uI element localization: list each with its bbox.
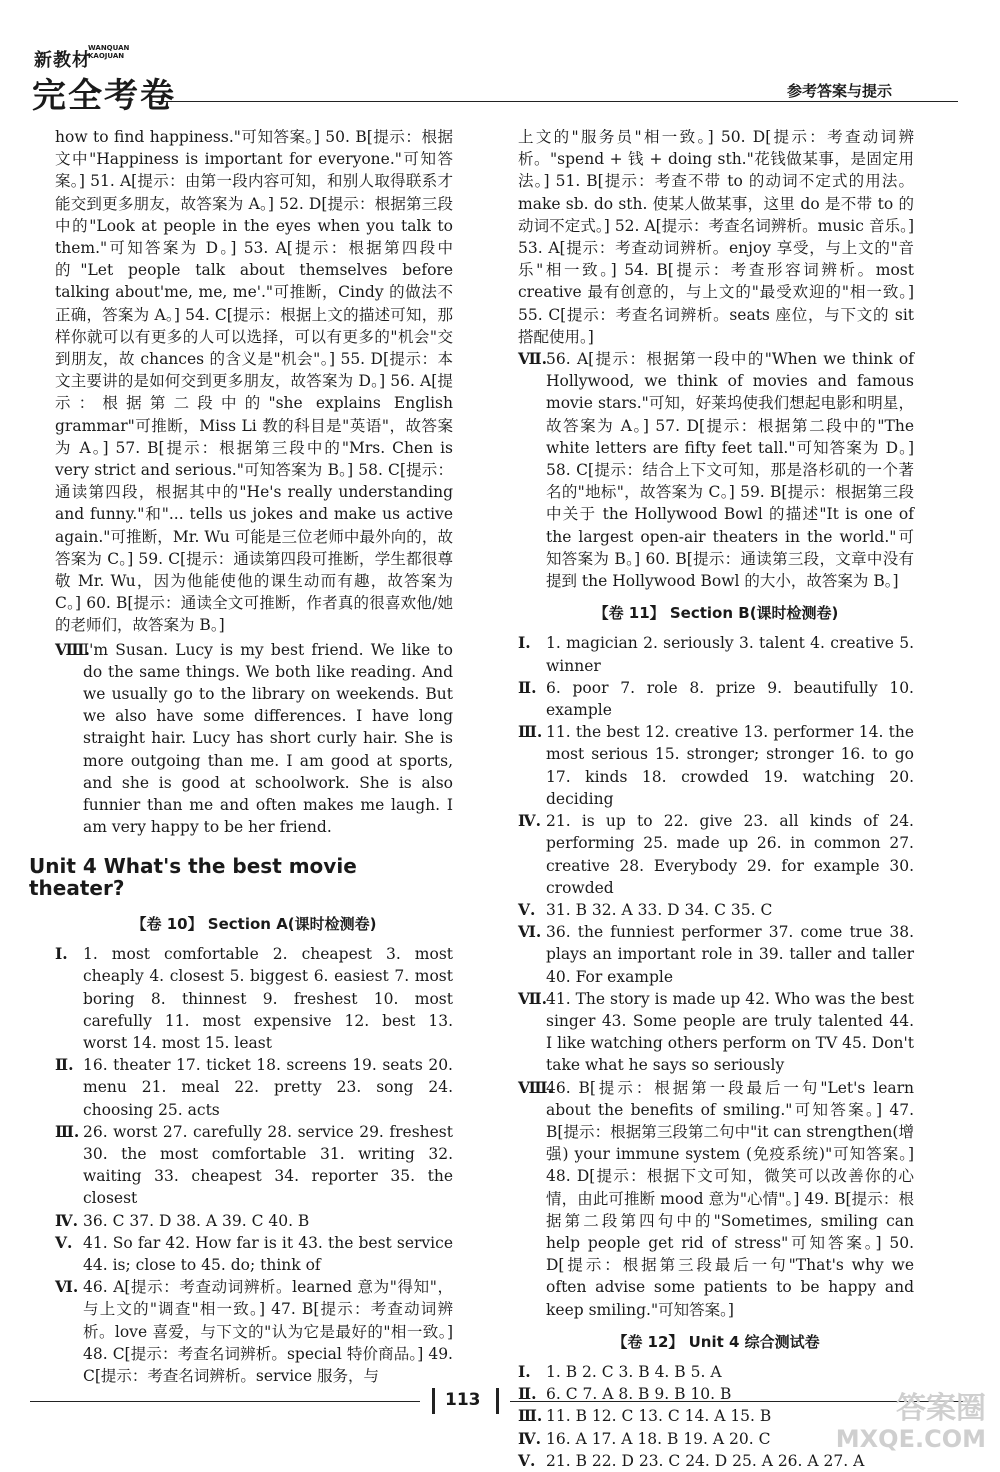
watermark-title: 答案圈	[896, 1391, 986, 1426]
roman-numeral: Ⅴ.	[518, 1450, 536, 1470]
roman-numeral: Ⅶ.	[518, 988, 548, 1008]
roman-numeral: Ⅵ.	[55, 1277, 79, 1297]
answer-paragraph: how to find happiness."可知答案。] 50. B[提示：根据文中"Happiness is important for everyone."可知答案。] 51. A[提示：由第一段内容可知，和别人取得联系才能交到更多朋友，故答案为 A。] 52. D[提示：根据第三段中的"Look at people in the eyes when you talk to them."可知答案为 D。] 53. A[提示：根据第四段中的"Let people talk about themselves before talking about'me, me, me'."可推断，Cindy 的做法不正确，答案为 A。] 54. C[提示：根据上文的描述可知，那样你就可以有更多的人可以选择，可以有更多的"机会"交到朋友，故 chances 的含义是"机会"。] 55. D[提示：本文主要讲的是如何交到更多朋友，故答案为 D。] 56. A[提示：根据第二段中的"she explains English grammar"可推断，Miss Li 教的科目是"英语"，故答案为 A。] 57. B[提示：根据第三段中的"Mrs. Chen is very strict and serious."可知答案为 B。] 58. C[提示：通读第四段，根据其中的"He's really understanding and funny."和"... tells us jokes and make us active again."可推断，Mr. Wu 可能是三位老师中最外向的，故答案为 C。] 59. C[提示：通读第四段可推断，学生都很尊敬 Mr. Wu，因为他能使他的课生动而有趣，故答案为 C。] 60. B[提示：通读全文可推断，作者真的很喜欢他/她的老师们，故答案为 B。]	[55, 128, 453, 635]
right-column	[518, 126, 914, 1472]
section-text: 56. A[提示：根据第一段中的"When we think of Hollywood, we think of movies and famous movie stars."可知，好莱坞使我们想起电影和明星，故答案为 A。] 57. D[提示：根据第二段中的"The white letters are fifty feet tall."可知答案为 D。] 58. C[提示：结合上下文可知，那是洛杉矶的一个著名的"地标"，故答案为 C。] 59. B[提示：根据第三段中关于 the Hollywood Bowl 的描述"It is one of the largest open-air theaters in the world."可知答案为 B。] 60. B[提示：通读第三段，文章中没有提到 the Hollywood Bowl 的大小，故答案为 B。]	[546, 350, 914, 591]
page-number-bar-left	[432, 1388, 435, 1414]
roman-numeral: Ⅲ.	[518, 722, 543, 742]
roman-numeral: Ⅳ.	[518, 811, 541, 831]
test-title-10: 【卷 10】 Section A(课时检测卷)	[131, 914, 377, 933]
section-text: I'm Susan. Lucy is my best friend. We like to do the same things. We both like reading. And we usually go to the library on weekends. But we also have some differences. I have long straight hair. Lucy has short curly hair. She is more outgoing than me. I am good at sports, and she is good at schoolwork. She is also funnier than me and often makes me laugh. I am very happy to be her friend.	[83, 640, 453, 837]
section-text: 16. A 17. A 18. B 19. A 20. C	[546, 1429, 771, 1448]
section-iv	[518, 810, 914, 899]
roman-numeral: Ⅰ.	[518, 1361, 531, 1381]
brand-top-label: 新教材	[34, 50, 91, 71]
section-text: 1. magician 2. seriously 3. talent 4. creative 5. winner	[546, 634, 914, 675]
section-v	[55, 1232, 453, 1276]
section-text: 46. B[提示：根据第一段最后一句"Let's learn about the benefits of smiling."可知答案。] 47. B[提示：根据第三段第二句中"it can strengthen(增强) your immune system (免疫系统)"可知答案。] 48. D[提示：根据下文可知，微笑可以改善你的心情，由此可推断 mood 意为"心情"。] 49. B[提示：根据第二段第四句中的"Sometimes, smiling can help people get rid of stress"可知答案。] 50. D[提示：根据第三段最后一句"That's why we often advise some patients to be happy and keep smiling."可知答案。]	[546, 1078, 914, 1319]
left-column	[29, 126, 453, 1387]
roman-numeral: Ⅱ.	[518, 1384, 537, 1404]
section-text: 36. C 37. D 38. A 39. C 40. B	[83, 1211, 310, 1230]
roman-numeral: Ⅷ.	[55, 639, 90, 659]
footer-divider-left	[30, 1401, 420, 1402]
section-vi	[55, 1276, 453, 1387]
section-text: 16. theater 17. ticket 18. screens 19. seats 20. menu 21. meal 22. pretty 23. song 24. choosing 25. acts	[83, 1056, 453, 1119]
section-text: 11. B 12. C 13. C 14. A 15. B	[546, 1407, 772, 1426]
page-number-bar-right	[496, 1388, 499, 1414]
section-viii	[55, 639, 453, 839]
brand-logo: 完全考卷	[32, 76, 176, 116]
unit-title: Unit 4 What's the best movie theater?	[29, 853, 357, 900]
section-vii	[518, 348, 914, 592]
section-i	[55, 943, 453, 1054]
watermark-url: MXQE.COM	[835, 1425, 986, 1453]
roman-numeral: Ⅴ.	[55, 1232, 73, 1252]
page-number: 113	[445, 1390, 481, 1410]
section-iii	[55, 1121, 453, 1210]
section-iv	[55, 1210, 453, 1232]
roman-numeral: Ⅱ.	[55, 1055, 74, 1075]
roman-numeral: Ⅰ.	[518, 633, 531, 653]
section-ii	[518, 677, 914, 721]
section-iii	[518, 721, 914, 810]
section-text: 31. B 32. A 33. D 34. C 35. C	[546, 900, 773, 919]
section-text: 21. B 22. D 23. C 24. D 25. A 26. A 27. A	[546, 1451, 865, 1470]
roman-numeral: Ⅳ.	[518, 1428, 541, 1448]
roman-numeral: Ⅴ.	[518, 899, 536, 919]
section-text: 6. C 7. A 8. B 9. B 10. B	[546, 1385, 732, 1404]
roman-numeral: Ⅰ.	[55, 944, 68, 964]
roman-numeral: Ⅱ.	[518, 677, 537, 697]
section-text: 41. So far 42. How far is it 43. the best service 44. is; close to 45. do; think of	[83, 1233, 453, 1274]
roman-numeral: Ⅵ.	[518, 922, 542, 942]
roman-numeral: Ⅳ.	[55, 1210, 78, 1230]
section-viii	[518, 1077, 914, 1321]
section-text: 41. The story is made up 42. Who was the best singer 43. Some people are truly talented 44. I like watching others perform on TV 45. Don't take what he says so seriously	[546, 989, 914, 1075]
roman-numeral: Ⅲ.	[518, 1406, 543, 1426]
test-title-12: 【卷 12】 Unit 4 综合测试卷	[612, 1332, 820, 1351]
roman-numeral: Ⅷ.	[518, 1077, 553, 1097]
roman-numeral: Ⅲ.	[55, 1121, 80, 1141]
answer-paragraph: 上文的"服务员"相一致。] 50. D[提示：考查动词辨析。"spend + 钱 + doing sth."花钱做某事，是固定用法。] 51. B[提示：考查不带 to 的动词不定式的用法。make sb. do sth. 使某人做某事，这里 do 是不带 to 的动词不定式。] 52. A[提示：考查名词辨析。music 音乐。] 53. A[提示：考查动词辨析。enjoy 享受，与上文的"音乐"相一致。] 54. B[提示：考查形容词辨析。most creative 最有创意的，与上文的"最受欢迎的"相一致。] 55. C[提示：考查名词辨析。seats 座位，与下文的 sit 搭配使用。]	[518, 128, 914, 346]
test-title-11: 【卷 11】 Section B(课时检测卷)	[593, 604, 839, 623]
brand-mini-label: WANQUAN KAOJUAN	[88, 44, 130, 60]
roman-numeral: Ⅶ.	[518, 349, 548, 369]
section-ii	[55, 1054, 453, 1121]
header-divider	[150, 101, 958, 102]
section-text: 1. B 2. C 3. B 4. B 5. A	[546, 1362, 722, 1381]
section-text: 36. the funniest performer 37. come true 38. plays an important role in 39. taller and taller 40. For example	[546, 923, 914, 986]
section-vi	[518, 921, 914, 988]
section-text: 1. most comfortable 2. cheapest 3. most cheaply 4. closest 5. biggest 6. easiest 7. most boring 8. thinnest 9. freshest 10. most carefully 11. most expensive 12. best 13. worst 14. most 15. least	[83, 945, 453, 1052]
section-text: 11. the best 12. creative 13. performer 14. the most serious 15. stronger; stronger 16. to go 17. kinds 18. crowded 19. watching 20. deciding	[546, 723, 914, 808]
section-v	[518, 899, 914, 921]
section-text: 21. is up to 22. give 23. all kinds of 24. performing 25. made up 26. in common 27. creative 28. Everybody 29. for example 30. crowded	[546, 812, 914, 897]
section-i	[518, 1361, 914, 1383]
section-i	[518, 632, 914, 676]
page-header	[0, 0, 1000, 116]
section-text: 46. A[提示：考查动词辨析。learned 意为"得知"，与上文的"调查"相一致。] 47. B[提示：考查动词辨析。love 喜爱，与下文的"认为它是最好的"相一致。] 48. C[提示：考查名词辨析。special 特价商品。] 49. C[提示：考查名词辨析。service 服务，与	[83, 1278, 453, 1385]
section-text: 6. poor 7. role 8. prize 9. beautifully 10. example	[546, 678, 914, 720]
watermark-logo	[835, 1391, 986, 1454]
section-vii	[518, 988, 914, 1077]
section-title: 参考答案与提示	[786, 82, 892, 100]
section-text: 26. worst 27. carefully 28. service 29. freshest 30. the most comfortable 31. writing 32. waiting 33. cheapest 34. reporter 35. the closest	[83, 1122, 453, 1208]
